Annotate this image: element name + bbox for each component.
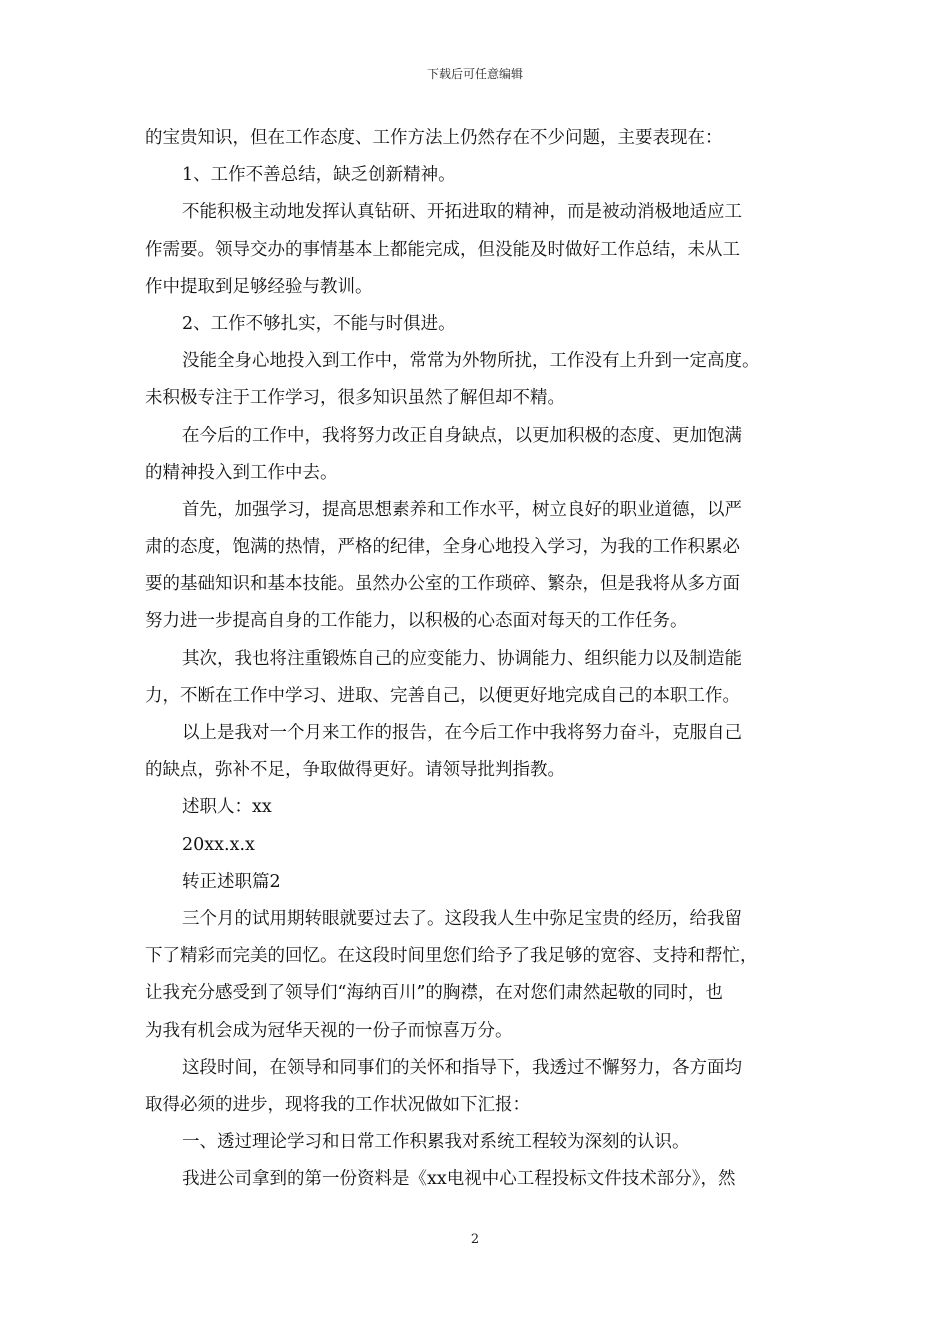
paragraph-line: 取得必须的进步，现将我的工作状况做如下汇报： <box>145 1094 530 1115</box>
page-header: 下载后可任意编辑 <box>426 67 523 81</box>
list-heading: 1、工作不善总结，缺乏创新精神。 <box>182 165 456 186</box>
paragraph-line: 的缺点，弥补不足，争取做得更好。请领导批判指教。 <box>145 760 565 781</box>
page-number: 2 <box>470 1232 480 1247</box>
paragraph-line: 在今后的工作中，我将努力改正自身缺点，以更加积极的态度、更加饱满 <box>182 425 742 446</box>
paragraph-line: 肃的态度，饱满的热情，严格的纪律，全身心地投入学习，为我的工作积累必 <box>145 537 740 558</box>
paragraph-line: 的宝贵知识，但在工作态度、工作方法上仍然存在不少问题，主要表现在： <box>145 128 723 148</box>
paragraph-line: 这段时间，在领导和同事们的关怀和指导下，我透过不懈努力，各方面均 <box>182 1057 742 1078</box>
paragraph-line: 作需要。领导交办的事情基本上都能完成，但没能及时做好工作总结，未从工 <box>145 239 740 260</box>
paragraph-line: 的精神投入到工作中去。 <box>145 462 338 483</box>
section-title: 转正述职篇2 <box>182 871 281 892</box>
paragraph-line: 作中提取到足够经验与教训。 <box>145 276 373 297</box>
paragraph-line: 要的基础知识和基本技能。虽然办公室的工作琐碎、繁杂，但是我将从多方面 <box>145 574 740 595</box>
paragraph-line: 努力进一步提高自身的工作能力，以积极的心态面对每天的工作任务。 <box>145 611 688 632</box>
paragraph-line: 其次，我也将注重锻炼自己的应变能力、协调能力、组织能力以及制造能 <box>182 648 742 669</box>
paragraph-line: 为我有机会成为冠华天视的一份子而惊喜万分。 <box>145 1020 513 1041</box>
signature-line: 述职人：xx <box>182 797 272 818</box>
paragraph-line: 未积极专注于工作学习，很多知识虽然了解但却不精。 <box>145 388 565 409</box>
paragraph-line: 力，不断在工作中学习、进取、完善自己，以便更好地完成自己的本职工作。 <box>145 685 740 706</box>
list-heading: 2、工作不够扎实，不能与时俱进。 <box>182 313 456 334</box>
paragraph-line: 以上是我对一个月来工作的报告，在今后工作中我将努力奋斗，克服自己 <box>182 723 742 743</box>
paragraph-line: 不能积极主动地发挥认真钻研、开拓进取的精神，而是被动消极地适应工 <box>182 202 742 223</box>
document-body <box>145 120 809 1198</box>
list-heading: 一、透过理论学习和日常工作积累我对系统工程较为深刻的认识。 <box>182 1132 690 1153</box>
paragraph-line: 让我充分感受到了领导们“海纳百川”的胸襟，在对您们肃然起敬的同时，也 <box>145 983 723 1004</box>
paragraph-line: 首先，加强学习，提高思想素养和工作水平，树立良好的职业道德，以严 <box>182 499 742 520</box>
paragraph-line: 下了精彩而完美的回忆。在这段时间里您们给予了我足够的宽容、支持和帮忙， <box>145 946 758 967</box>
paragraph-line: 没能全身心地投入到工作中，常常为外物所扰，工作没有上升到一定高度。 <box>182 351 760 372</box>
paragraph-line: 我进公司拿到的第一份资料是《xx电视中心工程投标文件技术部分》，然 <box>182 1169 736 1190</box>
date-line: 20xx.x.x <box>182 834 255 855</box>
paragraph-line: 三个月的试用期转眼就要过去了。这段我人生中弥足宝贵的经历，给我留 <box>182 908 742 929</box>
